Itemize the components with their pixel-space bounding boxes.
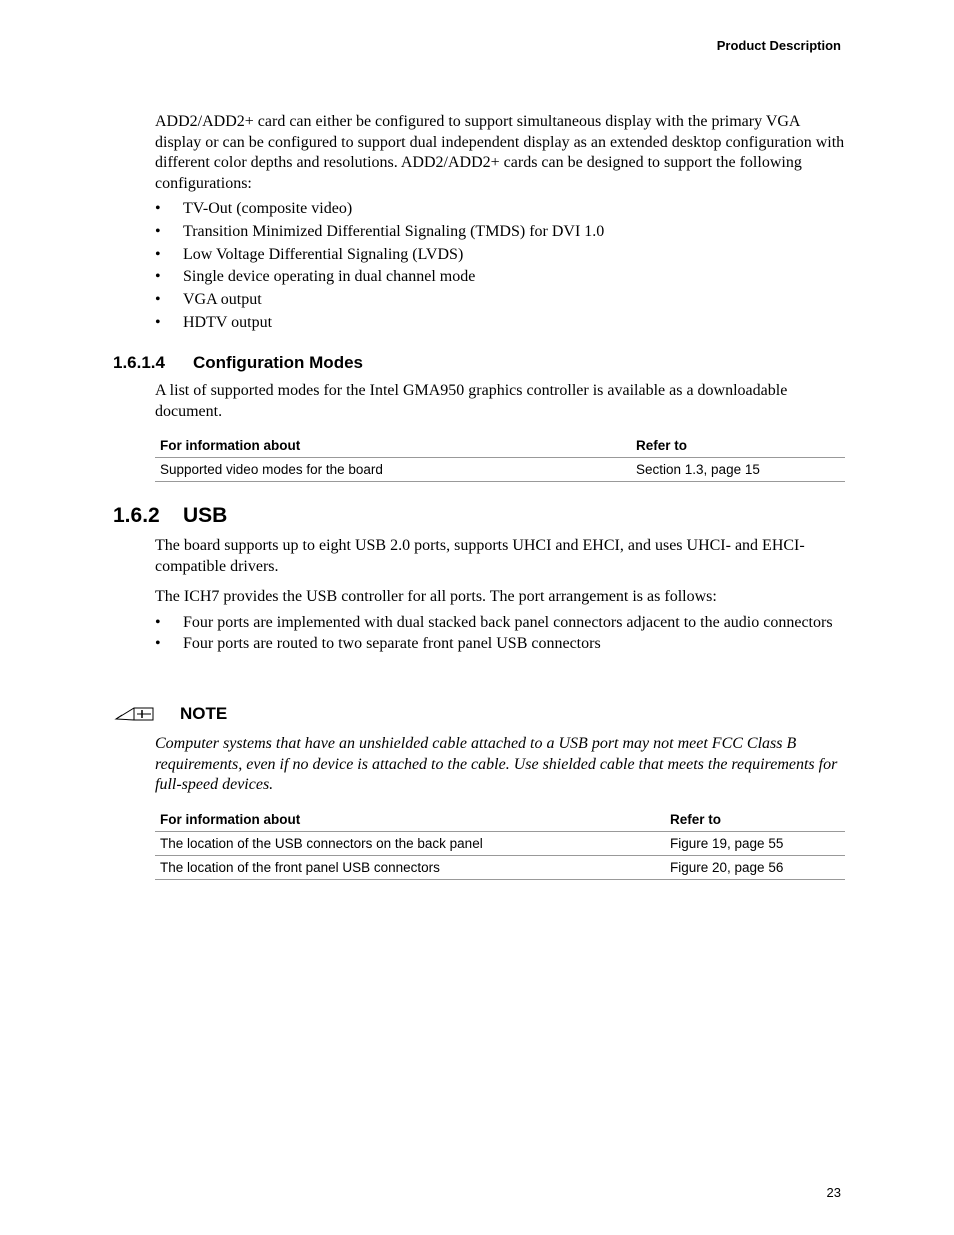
section-number: 1.6.1.4	[113, 353, 165, 372]
usb-bullet-list	[155, 613, 845, 654]
table-cell: The location of the front panel USB connectors	[155, 856, 665, 880]
column-header: For information about	[155, 434, 631, 458]
section-heading-config-modes	[113, 353, 363, 373]
table-header-row	[155, 434, 845, 458]
usb-paragraph-1: The board supports up to eight USB 2.0 ports, supports UHCI and EHCI, and uses UHCI- and EHCI-compatible drivers.	[155, 537, 805, 575]
section-number: 1.6.2	[113, 504, 160, 527]
section-heading-usb	[113, 504, 227, 528]
running-header: Product Description	[716, 38, 841, 53]
column-header: For information about	[155, 808, 665, 832]
note-pencil-icon	[112, 704, 156, 724]
column-header: Refer to	[631, 434, 845, 458]
usb-paragraph-2: The ICH7 provides the USB controller for all ports. The port arrangement is as follows:	[155, 588, 717, 605]
table-cell: The location of the USB connectors on the back panel	[155, 832, 665, 856]
list-item: • TV-Out (composite video)	[155, 200, 353, 217]
table-cell: Figure 20, page 56	[665, 856, 845, 880]
list-item: • Single device operating in dual channel mode	[155, 268, 476, 286]
table-cell: Section 1.3, page 15	[631, 458, 845, 482]
page-number: 23	[826, 1185, 841, 1200]
usb-reference-table	[155, 808, 845, 880]
table-row	[155, 458, 845, 482]
table-row	[155, 856, 845, 880]
list-item: • Four ports are routed to two separate front panel USB connectors	[155, 634, 601, 652]
note-label: NOTE	[180, 704, 228, 723]
list-item: • Low Voltage Differential Signaling (LVDS)	[155, 245, 464, 263]
list-item: • Transition Minimized Differential Signaling (TMDS) for DVI 1.0	[155, 222, 605, 240]
table-header-row	[155, 808, 845, 832]
intro-paragraph: ADD2/ADD2+ card can either be configured to support simultaneous display with the primary VGA display or can be configured to support dual independent display as an extended desktop configuration with different color depths and resolutions. ADD2/ADD2+ cards can be designed to support the following configurations:	[155, 113, 845, 192]
section-title: USB	[183, 504, 228, 527]
list-item: • Four ports are implemented with dual stacked back panel connectors adjacent to the audio connectors	[155, 614, 833, 631]
note-text: Computer systems that have an unshielded cable attached to a USB port may not meet FCC Class B requirements, even if no device is attached to the cable. Use shielded cable that meets the requirements for full-speed devices.	[155, 735, 838, 793]
list-item: • VGA output	[155, 291, 262, 309]
table-row	[155, 832, 845, 856]
config-modes-paragraph: A list of supported modes for the Intel GMA950 graphics controller is available as a downloadable document.	[155, 382, 788, 420]
config-modes-reference-table	[155, 434, 845, 482]
section-title: Configuration Modes	[193, 353, 363, 372]
table-cell: Supported video modes for the board	[155, 458, 631, 482]
intro-bullet-list	[155, 199, 845, 336]
table-cell: Figure 19, page 55	[665, 832, 845, 856]
list-item: • HDTV output	[155, 313, 273, 331]
column-header: Refer to	[665, 808, 845, 832]
